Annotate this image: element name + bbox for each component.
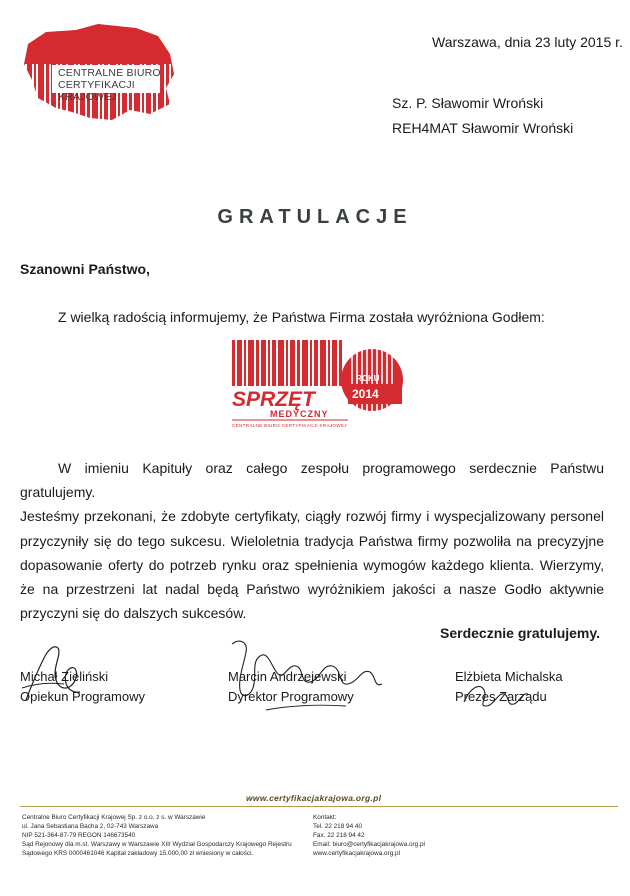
signer-name: Elżbieta Michalska <box>455 669 563 684</box>
footer-phone: Tel. 22 218 94 40 <box>313 822 363 830</box>
handwritten-signature-1 <box>18 640 92 706</box>
main-paragraph <box>20 456 604 625</box>
footer-company-line: NIP 521-364-87-79 REGON 146673540 <box>22 831 136 839</box>
closing-phrase: Serdecznie gratulujemy. <box>440 625 601 641</box>
main-paragraph-body: Jesteśmy przekonani, że zdobyte certyfikaty, ciągły rozwój firmy i wyspecjalizowany personel przyczyniły się do tego sukcesu. Wieloletnia tradycja Państwa firmy pozwoliła na precyzyjne dopasowanie oferty do potrzeb rynku oraz spełnienia wymogów każdego klienta. Wierzymy, że na przestrzeni lat nadal będą Państwo wyróżnikiem jakości a nasze Godło aktywnie przyczyni się do dalszych sukcesów. <box>20 508 604 622</box>
company-logo <box>18 22 178 122</box>
footer-email[interactable]: Email: biuro@certyfikacjakrajowa.org.pl <box>313 840 425 848</box>
signer-role: Dyrektor Programowy <box>228 689 354 704</box>
footer-divider <box>20 806 618 807</box>
recipient-company: REH4MAT Sławomir Wroński <box>392 120 574 136</box>
footer-company-line: ul. Jana Sebastiana Bacha 2, 02-743 Warszawa <box>22 822 159 830</box>
award-caption: CENTRALNE BIURO CERTYFIKACJI KRAJOWEJ <box>232 423 347 428</box>
award-emblem <box>230 340 406 430</box>
signer-name: Michał Zieliński <box>20 669 109 684</box>
footer-company-line: Sądowego KRS 0000461046 Kapitał zakładowy 15.000,00 zł wniesiony w całości. <box>22 849 254 857</box>
signer-role: Prezes Zarządu <box>455 689 547 704</box>
award-year: 2014 <box>352 387 379 401</box>
logo-text-line1: CENTRALNE BIURO <box>58 67 161 79</box>
footer-website-contact[interactable]: www.certyfikacjakrajowa.org.pl <box>313 849 401 857</box>
footer-fax: Fax. 22 218 94 42 <box>313 831 365 839</box>
footer-company-line: Centralne Biuro Certyfikacji Krajowej Sp. z o.o. z s. w Warszawie <box>22 814 206 821</box>
footer-contact-heading: Kontakt: <box>313 814 337 821</box>
place-and-date: Warszawa, dnia 23 luty 2015 r. <box>432 34 623 50</box>
handwritten-signature-3 <box>458 672 532 716</box>
intro-sentence: Z wielką radością informujemy, że Państwa Firma została wyróżniona Godłem: <box>58 309 545 325</box>
award-word-sprzet: SPRZĘT <box>232 388 315 411</box>
handwritten-signature-2 <box>226 634 386 716</box>
footer-website[interactable]: www.certyfikacjakrajowa.org.pl <box>246 793 382 803</box>
letter-title: GRATULACJE <box>217 206 413 228</box>
greeting: Szanowni Państwo, <box>20 261 150 277</box>
award-word-medyczny: MEDYCZNY <box>270 409 329 419</box>
footer-company-info <box>22 814 292 859</box>
award-roku-label: ROKU <box>356 374 380 383</box>
signer-role: Opiekun Programowy <box>20 689 145 704</box>
logo-text-line2: CERTYFIKACJI KRAJOWEJ <box>58 79 135 103</box>
footer-contact-info <box>313 814 425 859</box>
recipient-name: Sz. P. Sławomir Wroński <box>392 95 544 111</box>
footer-company-line: Sąd Rejonowy dla m.st. Warszawy w Warszawie XIII Wydział Gospodarczy Krajowego Rejestru <box>22 840 292 848</box>
award-emblem-graphic <box>230 340 406 430</box>
signer-name: Marcin Andrzejewski <box>228 669 347 684</box>
main-paragraph-first-line: W imieniu Kapituły oraz całego zespołu programowego serdecznie Państwu gratulujemy. <box>20 460 604 501</box>
